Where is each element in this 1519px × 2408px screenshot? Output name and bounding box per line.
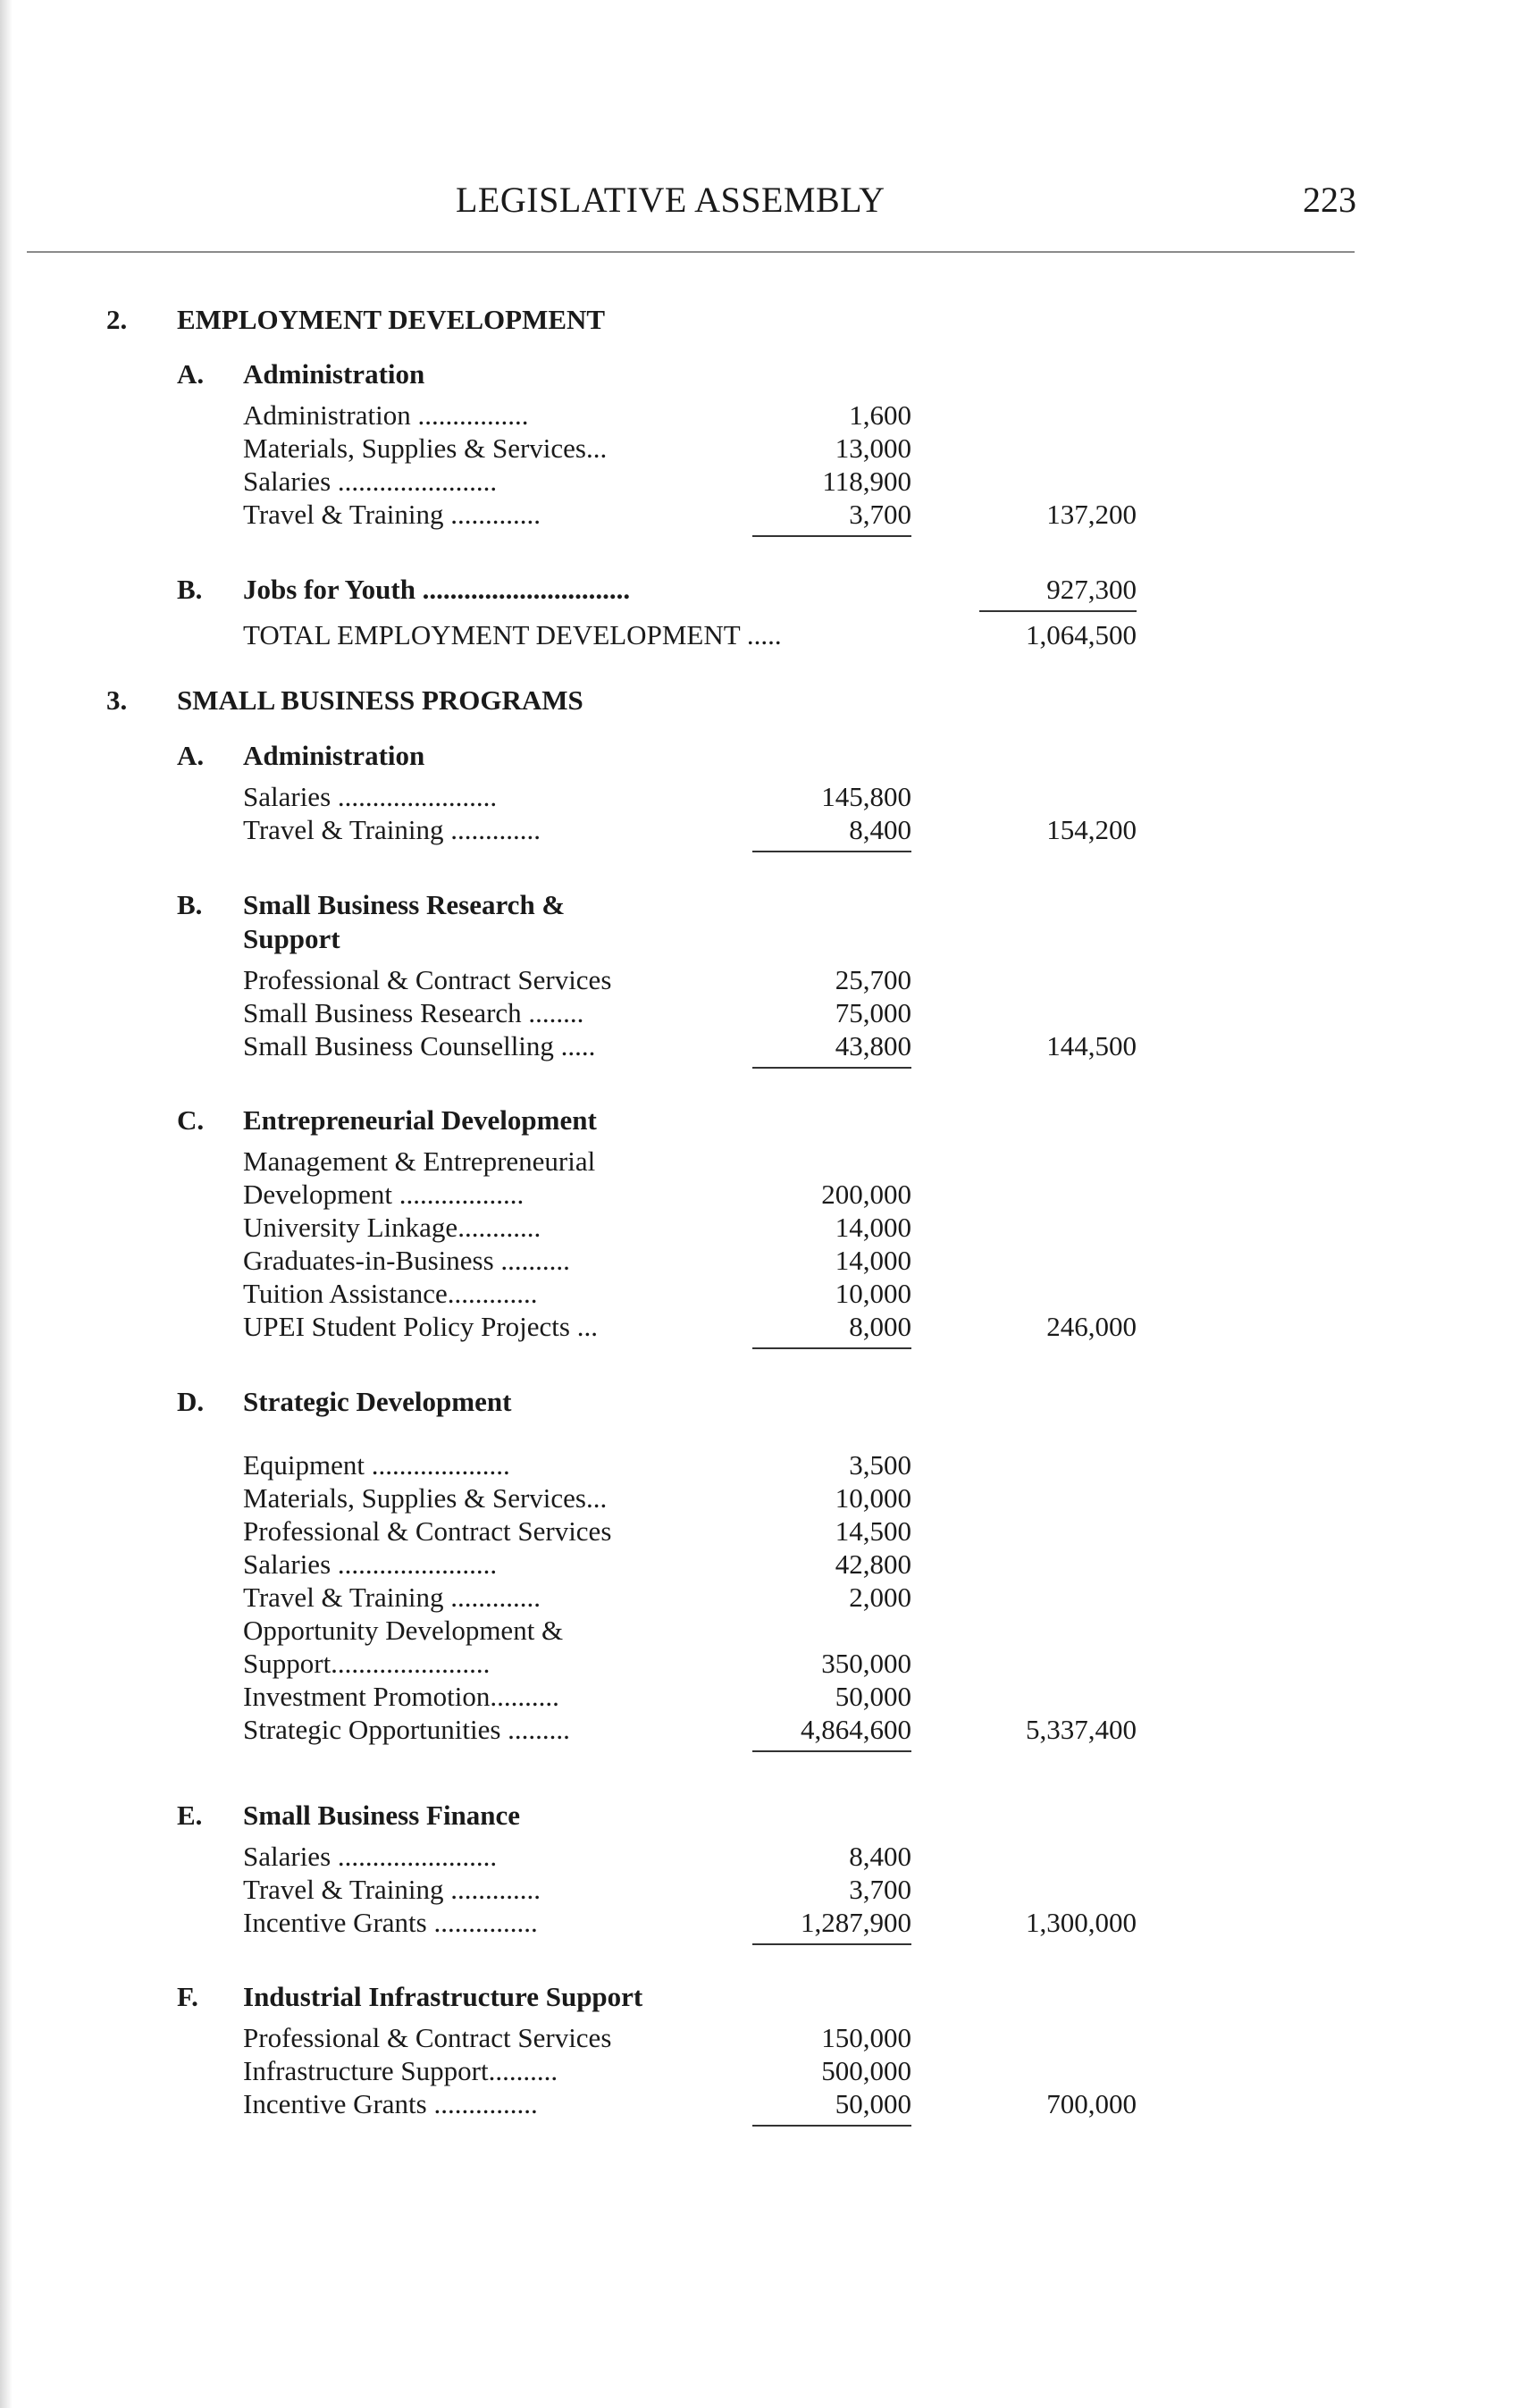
total-underline (979, 610, 1137, 612)
line-item-amount: 14,000 (835, 1212, 911, 1243)
subsection-total: 1,300,000 (1026, 1907, 1137, 1938)
line-item-amount: 8,400 (849, 814, 911, 845)
line-item-amount: 14,000 (835, 1245, 911, 1276)
subsection-title-continued: Support (243, 923, 340, 954)
line-item-label: Salaries ....................... (243, 1841, 498, 1872)
line-item-label: Strategic Opportunities ......... (243, 1714, 570, 1745)
line-item-amount: 8,000 (849, 1311, 911, 1342)
subsection-letter: B. (177, 574, 203, 605)
line-item-label: Salaries ....................... (243, 781, 498, 812)
subsection-letter: F. (177, 1981, 198, 2012)
subsection-letter: B. (177, 889, 203, 920)
subsection-total: 5,337,400 (1026, 1714, 1137, 1745)
line-item-label: Small Business Counselling ..... (243, 1030, 596, 1061)
subsection-letter: C. (177, 1104, 205, 1136)
page-edge-shadow (0, 0, 13, 2408)
amount-underline (752, 1750, 911, 1752)
section-number: 3. (106, 684, 128, 716)
line-item-label: Professional & Contract Services (243, 1515, 612, 1547)
line-item-amount: 500,000 (821, 2055, 911, 2086)
line-item-label: Salaries ....................... (243, 1548, 498, 1580)
line-item-label: Support....................... (243, 1648, 491, 1679)
line-item-label: Management & Entrepreneurial (243, 1145, 596, 1177)
line-item-amount: 42,800 (835, 1548, 911, 1580)
line-item-label: Travel & Training ............. (243, 1582, 541, 1613)
line-item-label: Incentive Grants ............... (243, 2088, 538, 2119)
subsection-total: 927,300 (1046, 574, 1137, 605)
subsection-letter: A. (177, 740, 205, 771)
line-item-amount: 3,700 (849, 499, 911, 530)
subsection-title: Administration (243, 740, 425, 771)
subsection-total: 144,500 (1046, 1030, 1137, 1061)
line-item-label: Incentive Grants ............... (243, 1907, 538, 1938)
line-item-amount: 1,600 (849, 399, 911, 431)
line-item-label: UPEI Student Policy Projects ... (243, 1311, 598, 1342)
subsection-title: Small Business Finance (243, 1800, 521, 1831)
line-item-label: Travel & Training ............. (243, 499, 541, 530)
line-item-label: Materials, Supplies & Services... (243, 432, 608, 464)
line-item-amount: 4,864,600 (801, 1714, 911, 1745)
line-item-label: University Linkage............ (243, 1212, 541, 1243)
line-item-amount: 1,287,900 (801, 1907, 911, 1938)
line-item-label: Infrastructure Support.......... (243, 2055, 558, 2086)
subsection-title: Entrepreneurial Development (243, 1104, 597, 1136)
subsection-title: Jobs for Youth .............................. (243, 574, 631, 605)
line-item-label: Professional & Contract Services (243, 964, 612, 995)
line-item-label: Administration ................ (243, 399, 529, 431)
line-item-label: Salaries ....................... (243, 466, 498, 497)
page-number: 223 (1303, 180, 1356, 220)
subsection-total: 700,000 (1046, 2088, 1137, 2119)
subsection-total: 137,200 (1046, 499, 1137, 530)
subsection-letter: A. (177, 358, 205, 390)
section-total: 1,064,500 (1026, 619, 1137, 650)
line-item-amount: 13,000 (835, 432, 911, 464)
section-title: EMPLOYMENT DEVELOPMENT (177, 304, 606, 335)
amount-underline (752, 851, 911, 852)
amount-underline (752, 1347, 911, 1349)
line-item-amount: 200,000 (821, 1179, 911, 1210)
running-header-title: LEGISLATIVE ASSEMBLY (456, 180, 885, 220)
line-item-amount: 150,000 (821, 2022, 911, 2053)
line-item-amount: 8,400 (849, 1841, 911, 1872)
line-item-amount: 10,000 (835, 1278, 911, 1309)
subsection-total: 246,000 (1046, 1311, 1137, 1342)
line-item-label: Investment Promotion.......... (243, 1681, 559, 1712)
header-rule (27, 251, 1355, 253)
line-item-label: Tuition Assistance............. (243, 1278, 538, 1309)
line-item-amount: 3,700 (849, 1874, 911, 1905)
line-item-label: Materials, Supplies & Services... (243, 1482, 608, 1514)
subsection-letter: E. (177, 1800, 203, 1831)
subsection-title: Administration (243, 358, 425, 390)
amount-underline (752, 535, 911, 537)
amount-underline (752, 1943, 911, 1945)
line-item-amount: 350,000 (821, 1648, 911, 1679)
subsection-title: Strategic Development (243, 1386, 512, 1417)
line-item-amount: 75,000 (835, 997, 911, 1028)
line-item-label: Small Business Research ........ (243, 997, 584, 1028)
line-item-amount: 2,000 (849, 1582, 911, 1613)
subsection-letter: D. (177, 1386, 205, 1417)
line-item-label: Graduates-in-Business .......... (243, 1245, 570, 1276)
line-item-amount: 43,800 (835, 1030, 911, 1061)
line-item-label: Travel & Training ............. (243, 814, 541, 845)
line-item-label: Opportunity Development & (243, 1615, 564, 1646)
section-title: SMALL BUSINESS PROGRAMS (177, 684, 583, 716)
line-item-amount: 14,500 (835, 1515, 911, 1547)
line-item-amount: 118,900 (822, 466, 911, 497)
line-item-label: Professional & Contract Services (243, 2022, 612, 2053)
subsection-title: Small Business Research & (243, 889, 566, 920)
line-item-label: Travel & Training ............. (243, 1874, 541, 1905)
section-number: 2. (106, 304, 128, 335)
line-item-label: Development .................. (243, 1179, 525, 1210)
line-item-amount: 10,000 (835, 1482, 911, 1514)
line-item-amount: 50,000 (835, 1681, 911, 1712)
section-total-label: TOTAL EMPLOYMENT DEVELOPMENT ..... (243, 619, 782, 650)
amount-underline (752, 2125, 911, 2127)
amount-underline (752, 1067, 911, 1069)
subsection-title: Industrial Infrastructure Support (243, 1981, 643, 2012)
line-item-amount: 145,800 (821, 781, 911, 812)
line-item-amount: 3,500 (849, 1449, 911, 1481)
line-item-label: Equipment .................... (243, 1449, 510, 1481)
subsection-total: 154,200 (1046, 814, 1137, 845)
line-item-amount: 25,700 (835, 964, 911, 995)
line-item-amount: 50,000 (835, 2088, 911, 2119)
